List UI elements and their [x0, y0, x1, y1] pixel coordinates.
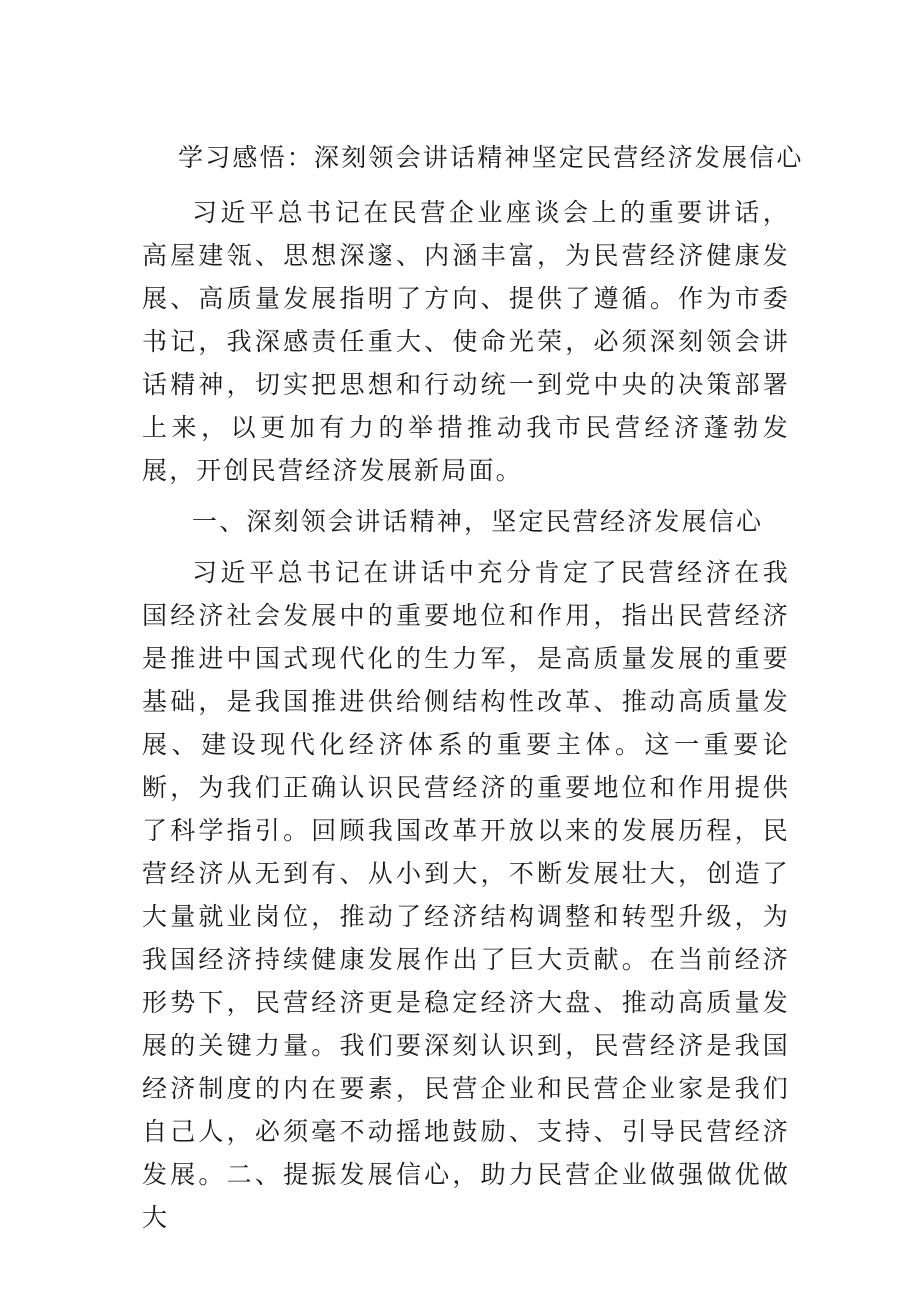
section-one-heading: 一、深刻领会讲话精神，坚定民营经济发展信心	[192, 507, 764, 536]
intro-paragraph: 习近平总书记在民营企业座谈会上的重要讲话，高屋建瓴、思想深邃、内涵丰富，为民营经济健康发展、高质量发展指明了方向、提供了遵循。作为市委书记，我深感责任重大、使命光荣，必须深刻领会讲话精神，切实把思想和行动统一到党中央的决策部署上来，以更加有力的举措推动我市民营经济蓬勃发展，开创民营经济发展新局面。	[142, 198, 790, 485]
document-body	[142, 136, 804, 1239]
document-title: 学习感悟：深刻领会讲话精神坚定民营经济发展信心	[178, 143, 804, 172]
section-one-paragraph: 习近平总书记在讲话中充分肯定了民营经济在我国经济社会发展中的重要地位和作用，指出民营经济是推进中国式现代化的生力军，是高质量发展的重要基础，是我国推进供给侧结构性改革、推动高质量发展、建设现代化经济体系的重要主体。这一重要论断，为我们正确认识民营经济的重要地位和作用提供了科学指引。回顾我国改革开放以来的发展历程，民营经济从无到有、从小到大，不断发展壮大，创造了大量就业岗位，推动了经济结构调整和转型升级，为我国经济持续健康发展作出了巨大贡献。在当前经济形势下，民营经济更是稳定经济大盘、推动高质量发展的关键力量。我们要深刻认识到，民营经济是我国经济制度的内在要素，民营企业和民营企业家是我们自己人，必须毫不动摇地鼓励、支持、引导民营经济发展。二、提振发展信心，助力民营企业做强做优做大	[142, 558, 790, 1232]
